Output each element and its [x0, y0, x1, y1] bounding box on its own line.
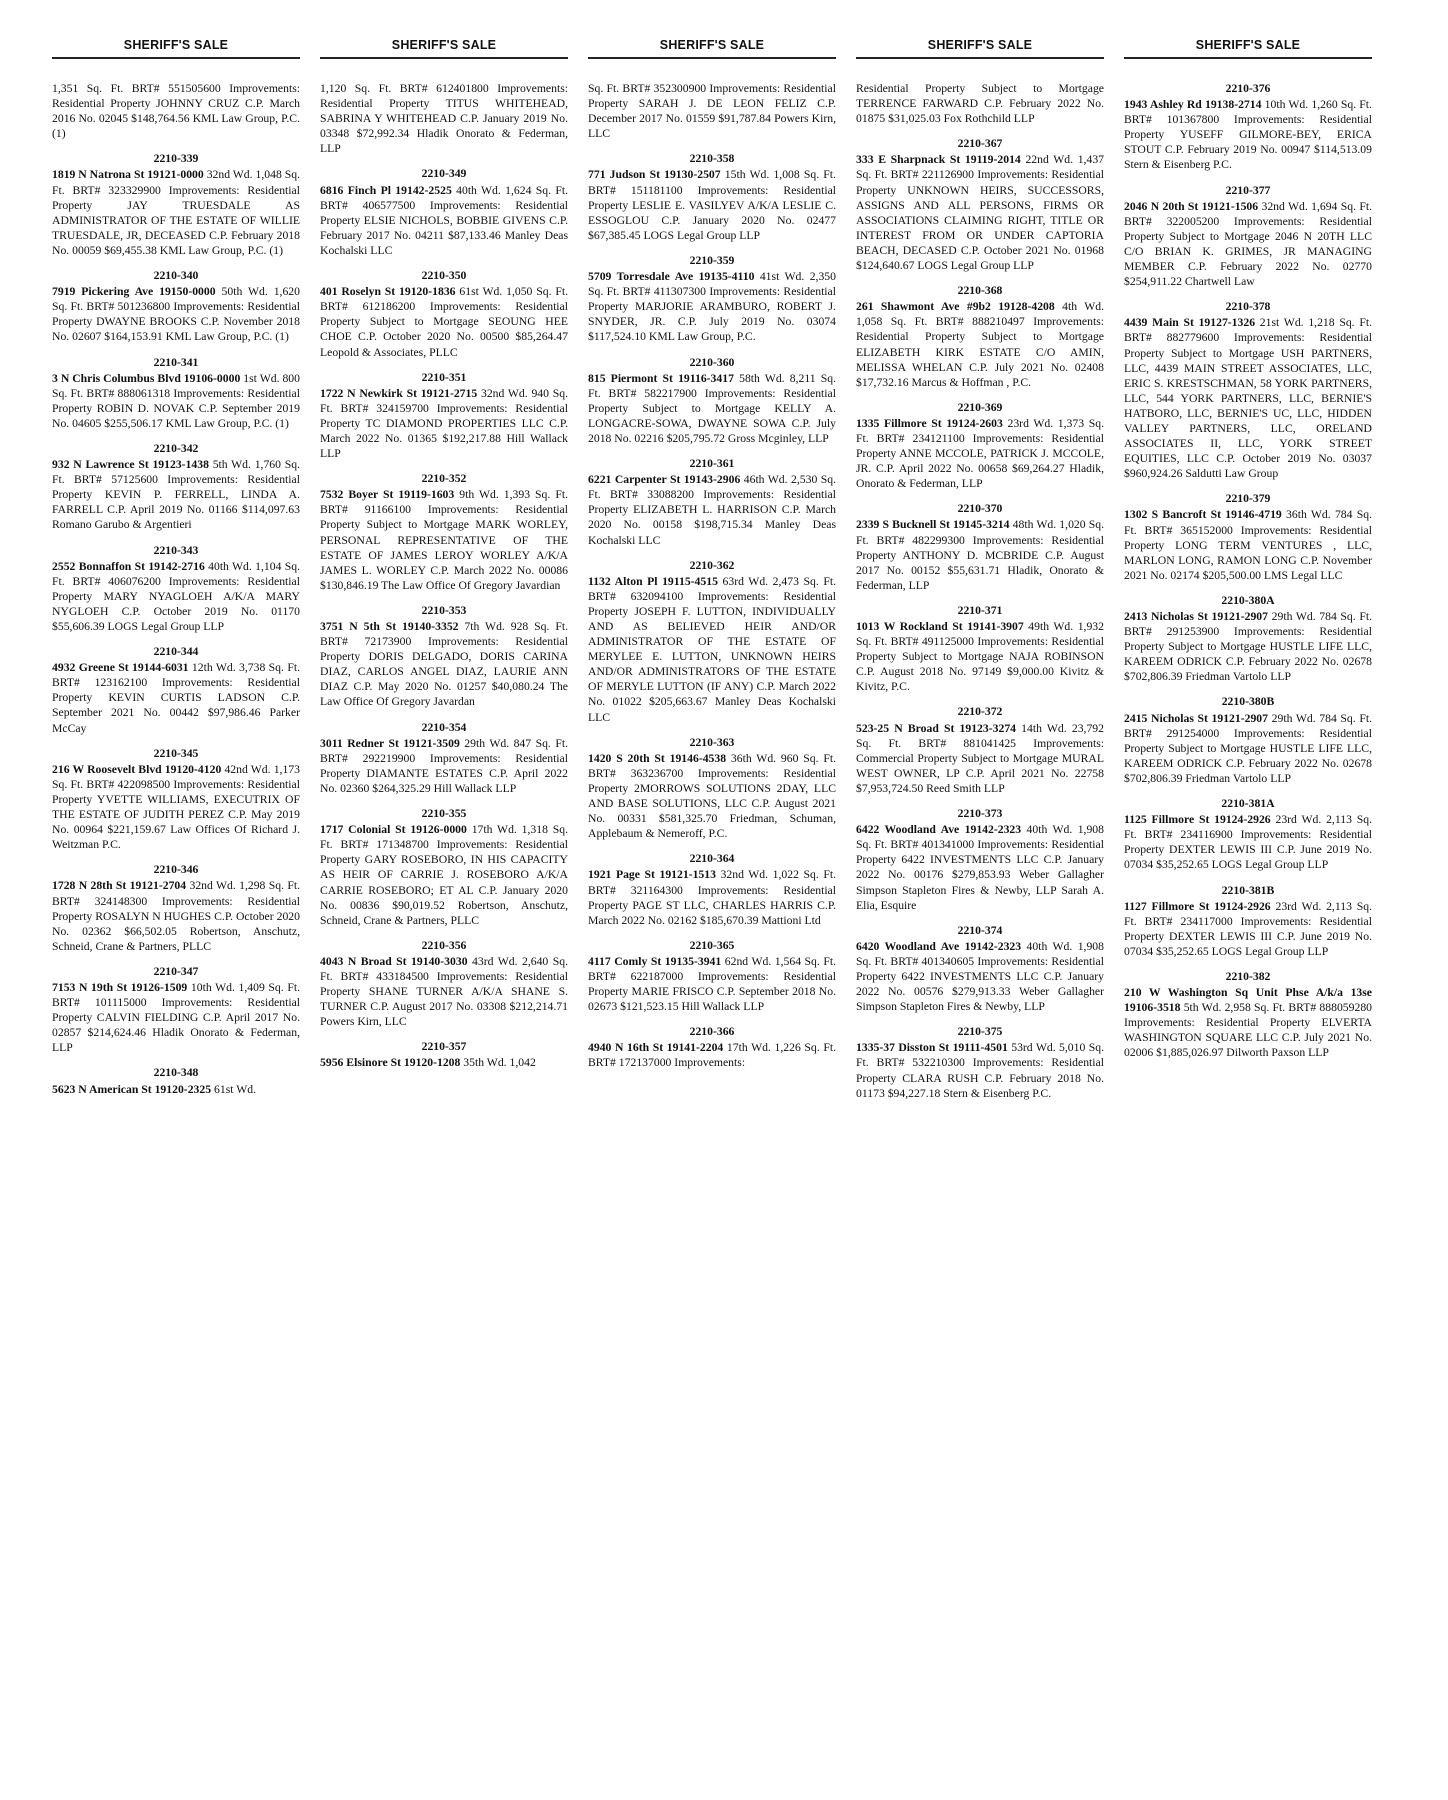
property-address: 6221 Carpenter St 19143-2906 — [588, 473, 741, 487]
sale-listing — [320, 806, 568, 928]
listing-body — [856, 1040, 1104, 1100]
sale-listing — [588, 1024, 836, 1070]
listing-number: 2210-364 — [689, 852, 735, 866]
listing-body — [1124, 507, 1372, 582]
sale-listing — [588, 151, 836, 243]
listing-number: 2210-340 — [153, 269, 199, 283]
sale-listing — [856, 81, 1104, 126]
listing-details: 32nd Wd. 1,298 Sq. Ft. BRT# 324148300 Improvements: Residential Property ROSALYN N HUGHES C.P. October 2020 No. 02362 $66,502.05 Robertson, Anschutz, Schneid, Crane & Partners, PLLC — [52, 879, 301, 953]
property-address: 4043 N Broad St 19140-3030 — [320, 954, 468, 968]
property-address: 1127 Fillmore St 19124-2926 — [1124, 899, 1271, 913]
listing-body — [52, 660, 300, 735]
listing-details: 17th Wd. 1,226 Sq. Ft. BRT# 172137000 Improvements: — [588, 1041, 836, 1070]
property-address: 1921 Page St 19121-1513 — [588, 868, 716, 882]
listing-number: 2210-378 — [1225, 300, 1271, 314]
property-address: 1013 W Rockland St 19141-3907 — [856, 620, 1024, 633]
property-address: 4117 Comly St 19135-3941 — [588, 954, 722, 968]
listing-body — [856, 299, 1104, 390]
sale-listing — [588, 938, 836, 1014]
property-address: 333 E Sharpnack St 19119-2014 — [856, 153, 1021, 167]
listing-details: 42nd Wd. 1,173 Sq. Ft. BRT# 422098500 Improvements: Residential Property YVETTE WILLIAMS, EXECUTRIX OF THE ESTATE OF JUDITH PEREZ C.P. May 2019 No. 00964 $221,159.67 Law Offices Of Richard J. Weitzman P.C. — [52, 762, 301, 852]
listing-number: 2210-358 — [689, 152, 735, 166]
listing-details: 32nd Wd. 1,694 Sq. Ft. BRT# 322005200 Improvements: Residential Property Subject to Mortgage 2046 N 20TH LLC C/O BRIAN K. GRIMES, JR MANAGING MEMBER C.P. February 2022 No. 02770 $254,911.22 Chartwell Law — [1124, 199, 1373, 289]
listing-body — [52, 762, 300, 853]
sale-listing — [856, 704, 1104, 796]
sale-listing — [588, 456, 836, 548]
sale-listing — [320, 166, 568, 258]
listing-body — [1124, 985, 1372, 1060]
listing-body — [588, 472, 836, 547]
listing-number: 2210-356 — [421, 938, 467, 952]
sale-listing — [1124, 183, 1372, 290]
sale-listing — [1124, 796, 1372, 872]
listing-number: 2210-359 — [689, 253, 735, 267]
listing-number: 2210-353 — [421, 603, 467, 617]
listing-details: 1,120 Sq. Ft. BRT# 612401800 Improvements: Residential Property TITUS WHITEHEAD, SABRINA Y WHITEHEAD C.P. January 2019 No. 03348 $72,992.34 Hladik Onorato & Federman, LLP — [320, 82, 568, 156]
property-address: 2046 N 20th St 19121-1506 — [1124, 199, 1259, 213]
columns-container — [52, 34, 1384, 1111]
listing-body — [320, 736, 568, 796]
listing-details: 29th Wd. 847 Sq. Ft. BRT# 292219900 Improvements: Residential Property DIAMANTE ESTATES C.P. April 2022 No. 02360 $264,325.29 Hill Wallack LLP — [320, 736, 568, 795]
column-header: SHERIFF'S SALE — [1124, 34, 1372, 59]
listing-number: 2210-362 — [689, 558, 735, 572]
sale-listing — [52, 151, 300, 258]
listing-body — [1124, 315, 1372, 481]
listing-number: 2210-361 — [689, 457, 735, 471]
listing-details: 5th Wd. 2,958 Sq. Ft. BRT# 888059280 Improvements: Residential Property ELVERTA WASHINGTON SQUARE LLC C.P. July 2021 No. 02006 $1,885,026.97 Dilworth Paxson LLP — [1124, 1001, 1373, 1060]
sale-listing — [52, 355, 300, 431]
property-address: 7919 Pickering Ave 19150-0000 — [52, 285, 216, 299]
sale-listing — [52, 543, 300, 635]
listing-details: 32nd Wd. 940 Sq. Ft. BRT# 324159700 Improvements: Residential Property TC DIAMOND PROPERTIES LLC C.P. March 2022 No. 01365 $192,217.88 Hill Wallack LLP — [320, 386, 569, 461]
property-address: 1728 N 28th St 19121-2704 — [52, 879, 187, 893]
listing-details: 22nd Wd. 1,437 Sq. Ft. BRT# 221126900 Improvements: Residential Property UNKNOWN HEIRS, SUCCESSORS, ASSIGNS AND ALL PERSONS, FIRMS OR ASSOCIATIONS CLAIMING RIGHT, TITLE OR INTEREST FROM OR UNDER CAPTORIA BEACH, DECASED C.P. October 2021 No. 01968 $124,640.67 LOGS Legal Group LLP — [856, 153, 1105, 273]
listing-number: 2210-346 — [153, 863, 199, 877]
property-address: 1819 N Natrona St 19121-0000 — [52, 168, 204, 182]
property-address: 4932 Greene St 19144-6031 — [52, 661, 189, 675]
property-address: 6816 Finch Pl 19142-2525 — [320, 183, 452, 197]
column-4 — [856, 34, 1104, 1111]
listing-number: 2210-373 — [957, 807, 1003, 821]
listing-body — [52, 878, 300, 953]
property-address: 5623 N American St 19120-2325 — [52, 1082, 212, 1096]
listing-body — [320, 183, 568, 258]
listing-body — [588, 269, 836, 344]
listing-details: 40th Wd. 1,104 Sq. Ft. BRT# 406076200 Improvements: Residential Property MARY NYAGLOEH A/K/A MARY NYGLOEH C.P. October 2019 No. 01170 $55,606.39 LOGS Legal Group LLP — [52, 559, 300, 633]
listing-details: 40th Wd. 1,908 Sq. Ft. BRT# 401341000 Improvements: Residential Property 6422 INVESTMENTS LLC C.P. January 2022 No. 00176 $279,853.93 Weber Gallagher Simpson Stapleton Fires & Newby, LLP Sarah A. Elia, Esquire — [856, 823, 1104, 912]
listing-number: 2210-350 — [421, 269, 467, 283]
property-address: 1335 Fillmore St 19124-2603 — [856, 416, 1003, 430]
listing-details: 23rd Wd. 2,113 Sq. Ft. BRT# 234116900 Improvements: Residential Property DEXTER LEWIS III C.P. June 2019 No. 07034 $35,252.65 LOGS Legal Group LLP — [1124, 813, 1373, 872]
sale-listing — [588, 558, 836, 725]
property-address: 5709 Torresdale Ave 19135-4110 — [588, 270, 755, 284]
listing-number: 2210-370 — [957, 502, 1003, 516]
listing-body — [1124, 812, 1372, 872]
listing-body — [856, 517, 1104, 592]
listing-body — [320, 822, 568, 928]
sale-listing — [320, 938, 568, 1030]
property-address: 1132 Alton Pl 19115-4515 — [588, 574, 718, 588]
sale-listing — [1124, 299, 1372, 481]
listing-body — [856, 822, 1104, 913]
listing-number: 2210-355 — [421, 807, 467, 821]
listing-number: 2210-363 — [689, 735, 735, 749]
listing-number: 2210-365 — [689, 938, 735, 952]
property-address: 1722 N Newkirk St 19121-2715 — [320, 386, 478, 400]
column-5 — [1124, 34, 1372, 1111]
listing-details: 29th Wd. 784 Sq. Ft. BRT# 291253900 Improvements: Residential Property Subject to Mortgage HUSTLE LIFE LLC, KAREEM ODRICK C.P. February 2022 No. 02678 $702,806.39 Friedman Vartolo LLP — [1124, 610, 1372, 684]
column-entries — [856, 81, 1104, 1101]
sale-listing — [856, 283, 1104, 390]
property-address: 2413 Nicholas St 19121-2907 — [1124, 610, 1268, 623]
property-address: 6420 Woodland Ave 19142-2323 — [856, 939, 1022, 953]
sale-listing — [856, 136, 1104, 273]
listing-details: 40th Wd. 1,624 Sq. Ft. BRT# 406577500 Improvements: Residential Property ELSIE NICHOLS, BOBBIE GIVENS C.P. February 2017 No. 04211 $87,133.46 Manley Deas Kochalski LLC — [320, 183, 569, 257]
sale-listing — [320, 268, 568, 360]
listing-body — [1124, 97, 1372, 172]
listing-body — [588, 1040, 836, 1070]
listing-body — [52, 167, 300, 258]
listing-body — [856, 81, 1104, 126]
column-header: SHERIFF'S SALE — [320, 34, 568, 59]
listing-body — [320, 386, 568, 461]
listing-number: 2210-380B — [1221, 695, 1275, 709]
listing-number: 2210-366 — [689, 1025, 735, 1039]
sale-listing — [1124, 969, 1372, 1061]
listing-body — [588, 867, 836, 927]
property-address: 6422 Woodland Ave 19142-2323 — [856, 823, 1022, 837]
listing-body — [52, 457, 300, 532]
listing-body — [588, 371, 836, 446]
sale-listing — [1124, 491, 1372, 583]
listing-number: 2210-376 — [1225, 82, 1271, 95]
sale-listing — [52, 862, 300, 954]
property-address: 1420 S 20th St 19146-4538 — [588, 751, 727, 765]
sheriff-sale-page — [52, 34, 1384, 1234]
property-address: 1943 Ashley Rd 19138-2714 — [1124, 98, 1262, 112]
property-address: 1302 S Bancroft St 19146-4719 — [1124, 508, 1282, 522]
listing-number: 2210-342 — [153, 441, 199, 455]
listing-details: 32nd Wd. 1,048 Sq. Ft. BRT# 323329900 Improvements: Residential Property JAY TRUESDALE AS ADMINISTRATOR OF THE ESTATE OF WILLIE TRUESDALE, JR, DECEASED C.P. February 2018 No. 00059 $69,455.38 KML Law Group, P.C. (1) — [52, 168, 300, 257]
listing-details: 23rd Wd. 1,373 Sq. Ft. BRT# 234121100 Improvements: Residential Property ANNE MCCOLE, PATRICK J. MCCOLE, JR. C.P. April 2022 No. 00658 $69,264.27 Hladik, Onorato & Federman, LLP — [856, 416, 1104, 491]
listing-number: 2210-380A — [1221, 593, 1275, 607]
sale-listing — [320, 370, 568, 462]
property-address: 261 Shawmont Ave #9b2 19128-4208 — [856, 300, 1055, 314]
listing-number: 2210-344 — [153, 645, 199, 659]
listing-number: 2210-377 — [1225, 183, 1271, 197]
listing-details: 1,351 Sq. Ft. BRT# 551505600 Improvements: Residential Property JOHNNY CRUZ C.P. March 2016 No. 02045 $148,764.56 KML Law Group, P.C. (1) — [52, 82, 300, 141]
listing-body — [52, 371, 300, 431]
listing-details: 12th Wd. 3,738 Sq. Ft. BRT# 123162100 Improvements: Residential Property KEVIN CURTIS LADSON C.P. September 2021 No. 00442 $97,986.46 Parker McCay — [52, 661, 300, 735]
property-address: 2339 S Bucknell St 19145-3214 — [856, 518, 1010, 532]
listing-number: 2210-372 — [957, 705, 1003, 719]
listing-body — [856, 619, 1104, 694]
listing-details: 61st Wd. — [214, 1082, 256, 1096]
listing-details: 7th Wd. 928 Sq. Ft. BRT# 72173900 Improvements: Residential Property DORIS DELGADO, DORIS CARINA DIAZ, CARLOS ANGEL DIAZ, LAURIE ANN DIAZ C.P. May 2020 No. 01257 $40,080.24 The Law Office Of Gregory Javardan — [320, 620, 568, 709]
listing-number: 2210-347 — [153, 964, 199, 978]
listing-details: 10th Wd. 1,409 Sq. Ft. BRT# 101115000 Improvements: Residential Property CALVIN FIELDING C.P. April 2017 No. 02857 $214,624.46 Hladik Onorato & Federman, LLP — [52, 980, 300, 1055]
property-address: 1335-37 Disston St 19111-4501 — [856, 1041, 1008, 1055]
listing-number: 2210-348 — [153, 1066, 199, 1080]
listing-details: 40th Wd. 1,908 Sq. Ft. BRT# 401340605 Improvements: Residential Property 6422 INVESTMENTS LLC C.P. January 2022 No. 00576 $279,913.33 Weber Gallagher Simpson Stapleton Fires & Newby, LLP — [856, 939, 1104, 1014]
column-3 — [588, 34, 836, 1111]
listing-number: 2210-351 — [421, 370, 467, 384]
listing-details: 1st Wd. 800 Sq. Ft. BRT# 888061318 Improvements: Residential Property ROBIN D. NOVAK C.P. September 2019 No. 04605 $255,506.17 KML Law Group, P.C. (1) — [52, 371, 300, 430]
listing-body — [320, 619, 568, 710]
listing-number: 2210-343 — [153, 543, 199, 557]
listing-body — [320, 954, 568, 1029]
listing-details: 36th Wd. 784 Sq. Ft. BRT# 365152000 Improvements: Residential Property LONG TERM VENTURES , LLC, MARLON LONG, RAMON LONG C.P. November 2021 No. 02174 $205,500.00 LMS Legal LLC — [1124, 508, 1373, 582]
listing-details: 41st Wd. 2,350 Sq. Ft. BRT# 411307300 Improvements: Residential Property MARJORIE ARAMBURO, ROBERT J. SNYDER, JR. C.P. July 2019 No. 03074 $117,524.10 KML Law Group, P.C. — [588, 270, 836, 344]
listing-number: 2210-341 — [153, 355, 199, 369]
listing-body — [856, 416, 1104, 491]
property-address: 3011 Redner St 19121-3509 — [320, 736, 460, 750]
sale-listing — [320, 81, 568, 156]
sale-listing — [1124, 694, 1372, 786]
listing-number: 2210-345 — [153, 746, 199, 760]
listing-body — [52, 81, 300, 141]
sale-listing — [52, 441, 300, 533]
column-entries — [1124, 81, 1372, 1061]
listing-number: 2210-371 — [957, 603, 1003, 617]
listing-details: 5th Wd. 1,760 Sq. Ft. BRT# 57125600 Improvements: Residential Property KEVIN P. FERRELL, LINDA A. FARRELL C.P. April 2019 No. 01166 $114,097.63 Romano Garubo & Argentieri — [52, 458, 300, 532]
listing-body — [320, 1055, 568, 1070]
sale-listing — [856, 400, 1104, 492]
property-address: 1717 Colonial St 19126-0000 — [320, 823, 467, 837]
property-address: 401 Roselyn St 19120-1836 — [320, 285, 456, 299]
listing-body — [588, 167, 836, 242]
listing-body — [320, 487, 568, 593]
property-address: 210 W Washington Sq Unit Phse A/k/a 13se 19106-3518 — [1124, 986, 1372, 1015]
listing-body — [856, 939, 1104, 1014]
sale-listing — [1124, 883, 1372, 959]
listing-details: Residential Property Subject to Mortgage TERRENCE FARWARD C.P. February 2022 No. 01875 $31,025.03 Fox Rothchild LLP — [856, 82, 1104, 126]
property-address: 4439 Main St 19127-1326 — [1124, 316, 1256, 330]
listing-body — [1124, 711, 1372, 786]
property-address: 7153 N 19th St 19126-1509 — [52, 980, 188, 994]
sale-listing — [856, 603, 1104, 695]
column-header: SHERIFF'S SALE — [856, 34, 1104, 59]
property-address: 216 W Roosevelt Blvd 19120-4120 — [52, 762, 222, 776]
listing-body — [52, 1082, 300, 1097]
property-address: 932 N Lawrence St 19123-1438 — [52, 458, 209, 472]
property-address: 1125 Fillmore St 19124-2926 — [1124, 813, 1271, 827]
column-1 — [52, 34, 300, 1111]
listing-body — [588, 81, 836, 141]
listing-number: 2210-357 — [421, 1040, 467, 1054]
property-address: 3751 N 5th St 19140-3352 — [320, 620, 459, 633]
sale-listing — [52, 964, 300, 1056]
listing-body — [588, 751, 836, 842]
sale-listing — [52, 644, 300, 736]
property-address: 2552 Bonnaffon St 19142-2716 — [52, 559, 205, 573]
listing-number: 2210-379 — [1225, 492, 1271, 506]
listing-details: 9th Wd. 1,393 Sq. Ft. BRT# 91166100 Improvements: Residential Property Subject to Mortgage MARK WORLEY, PERSONAL REPRESENTATIVE OF THE ESTATE OF JAMES LEROY WORLEY A/K/A JAMES L. WORLEY C.P. March 2022 No. 00086 $130,846.19 The Law Office Of Gregory Javardian — [320, 488, 568, 592]
sale-listing — [52, 746, 300, 853]
property-address: 815 Piermont St 19116-3417 — [588, 371, 734, 385]
listing-details: 49th Wd. 1,932 Sq. Ft. BRT# 491125000 Improvements: Residential Property Subject to Mortgage NAJA ROBINSON C.P. August 2018 No. 97149 $9,000.00 Kivitz & Kivitz, P.C. — [856, 620, 1104, 694]
listing-details: 17th Wd. 1,318 Sq. Ft. BRT# 171348700 Improvements: Residential Property GARY ROSEBORO, IN HIS CAPACITY AS HEIR OF CARRIE J. ROSEBORO A/K/A CARRIE ROSEBORO; ET AL C.P. January 2020 No. 00836 $90,019.52 Robertson, Anschutz, Schneid, Crane & Partners, PLLC — [320, 823, 569, 927]
listing-body — [856, 152, 1104, 273]
sale-listing — [588, 851, 836, 927]
column-entries — [320, 81, 568, 1071]
listing-details: 58th Wd. 8,211 Sq. Ft. BRT# 582217900 Improvements: Residential Property Subject to Mortgage KELLY A. LONGACRE-SOWA, DWAYNE SOWA C.P. July 2018 No. 02216 $205,795.72 Gross Mcginley, LLP — [588, 371, 837, 445]
sale-listing — [1124, 81, 1372, 173]
sale-listing — [588, 355, 836, 447]
listing-details: 46th Wd. 2,530 Sq. Ft. BRT# 33088200 Improvements: Residential Property ELIZABETH L. HARRISON C.P. March 2020 No. 00158 $198,715.34 Manley Deas Kochalski LLC — [588, 473, 837, 547]
sale-listing — [856, 1024, 1104, 1100]
listing-number: 2210-374 — [957, 923, 1003, 937]
sale-listing — [320, 1039, 568, 1070]
listing-body — [856, 721, 1104, 796]
sale-listing — [856, 806, 1104, 913]
listing-details: 62nd Wd. 1,564 Sq. Ft. BRT# 622187000 Improvements: Residential Property MARIE FRISCO C.P. September 2018 No. 02673 $121,523.15 Hill Wallack LLP — [588, 954, 836, 1014]
listing-details: 35th Wd. 1,042 — [463, 1056, 536, 1070]
listing-body — [1124, 609, 1372, 684]
listing-number: 2210-381B — [1221, 883, 1275, 897]
listing-number: 2210-369 — [957, 400, 1003, 414]
listing-body — [320, 81, 568, 156]
listing-details: Sq. Ft. BRT# 352300900 Improvements: Residential Property SARAH J. DE LEON FELIZ C.P. December 2017 No. 01559 $91,787.84 Powers Kirn, LLC — [588, 82, 836, 141]
sale-listing — [856, 501, 1104, 593]
listing-number: 2210-360 — [689, 355, 735, 369]
property-address: 771 Judson St 19130-2507 — [588, 168, 721, 182]
listing-body — [52, 284, 300, 344]
listing-details: 43rd Wd. 2,640 Sq. Ft. BRT# 433184500 Improvements: Residential Property SHANE TURNER A/K/A SHANE S. TURNER C.P. August 2017 No. 03308 $212,214.71 Powers Kirn, LLC — [320, 954, 569, 1029]
listing-number: 2210-352 — [421, 472, 467, 486]
listing-number: 2210-375 — [957, 1025, 1003, 1039]
listing-number: 2210-381A — [1221, 797, 1275, 811]
sale-listing — [320, 603, 568, 710]
listing-number: 2210-339 — [153, 152, 199, 166]
listing-details: 23rd Wd. 2,113 Sq. Ft. BRT# 234117000 Improvements: Residential Property DEXTER LEWIS III C.P. June 2019 No. 07034 $35,252.65 LOGS Legal Group LLP — [1124, 899, 1373, 958]
listing-body — [52, 980, 300, 1055]
listing-body — [1124, 199, 1372, 290]
listing-details: 21st Wd. 1,218 Sq. Ft. BRT# 882779600 Improvements: Residential Property Subject to Mortgage USH PARTNERS, LLC, 4439 MAIN STREET ASSOCIATES, LLC, ERIC S. KRESTSCHMAN, 58 YORK PARTNERS, LLC, 544 YORK PARTNERS, LLC, BERNIE'S HATBORO, LLC, BERNIE'S UC, LLC, HIDDEN VALLEY PARTNERS, LLC, ORELAND ASSOCIATES II, LLC, YORK STREET EQUITIES, LLC C.P. October 2019 No. 03037 $960,924.26 Saldutti Law Group — [1124, 316, 1373, 481]
listing-body — [588, 574, 836, 725]
listing-details: 32nd Wd. 1,022 Sq. Ft. BRT# 321164300 Improvements: Residential Property PAGE ST LLC, CHARLES HARRIS C.P. March 2022 No. 02162 $185,670.39 Mattioni Ltd — [588, 868, 836, 927]
sale-listing — [320, 720, 568, 796]
listing-details: 61st Wd. 1,050 Sq. Ft. BRT# 612186200 Improvements: Residential Property Subject to Mortgage SEOUNG HEE CHOE C.P. October 2020 No. 00500 $85,264.47 Leopold & Associates, PLLC — [320, 285, 569, 359]
sale-listing — [52, 81, 300, 141]
sale-listing — [856, 923, 1104, 1015]
property-address: 7532 Boyer St 19119-1603 — [320, 488, 455, 502]
column-header: SHERIFF'S SALE — [52, 34, 300, 59]
listing-details: 10th Wd. 1,260 Sq. Ft. BRT# 101367800 Improvements: Residential Property YUSEFF GILMORE-BEY, ERICA STOUT C.P. February 2019 No. 00947 $114,513.09 Stern & Eisenberg P.C. — [1124, 98, 1372, 172]
listing-details: 36th Wd. 960 Sq. Ft. BRT# 363236700 Improvements: Residential Property 2MORROWS SOLUTIONS 2DAY, LLC AND BASE SOLUTIONS, LLC C.P. August 2021 No. 00331 $581,325.70 Friedman, Schuman, Applebaum & Nemeroff, P.C. — [588, 751, 836, 841]
sale-listing — [588, 253, 836, 345]
property-address: 523-25 N Broad St 19123-3274 — [856, 721, 1017, 735]
column-2 — [320, 34, 568, 1111]
sale-listing — [52, 268, 300, 344]
listing-details: 63rd Wd. 2,473 Sq. Ft. BRT# 632094100 Improvements: Residential Property JOSEPH F. LUTTON, INDIVIDUALLY AND AS BELIEVED HEIR AND/OR ADMINISTRATOR OF THE ESTATE OF MERYLEE E. LUTTON, UNKNOWN HEIRS AND/OR ADMINISTRATORS OF THE ESTATE OF MERYLE LUTTON (IF ANY) C.P. March 2022 No. 01022 $205,663.67 Manley Deas Kochalski LLC — [588, 574, 837, 724]
sale-listing — [588, 735, 836, 842]
column-entries — [588, 81, 836, 1071]
listing-details: 15th Wd. 1,008 Sq. Ft. BRT# 151181100 Improvements: Residential Property LESLIE E. VASILYEV A/K/A LESLIE C. ESSOGLOU C.P. January 2020 No. 02477 $67,385.45 LOGS Legal Group LLP — [588, 168, 836, 242]
sale-listing — [588, 81, 836, 141]
property-address: 4940 N 16th St 19141-2204 — [588, 1041, 724, 1055]
listing-body — [320, 284, 568, 359]
listing-details: 50th Wd. 1,620 Sq. Ft. BRT# 501236800 Improvements: Residential Property DWAYNE BROOKS C.P. November 2018 No. 02607 $164,153.91 KML Law Group, P.C. (1) — [52, 285, 300, 344]
listing-number: 2210-354 — [421, 720, 467, 734]
listing-details: 53rd Wd. 5,010 Sq. Ft. BRT# 532210300 Improvements: Residential Property CLARA RUSH C.P. February 2018 No. 01173 $94,227.18 Stern & Eisenberg P.C. — [856, 1041, 1105, 1100]
column-header: SHERIFF'S SALE — [588, 34, 836, 59]
listing-number: 2210-382 — [1225, 969, 1271, 983]
property-address: 5956 Elsinore St 19120-1208 — [320, 1056, 461, 1070]
listing-body — [588, 954, 836, 1014]
listing-details: 29th Wd. 784 Sq. Ft. BRT# 291254000 Improvements: Residential Property Subject to Mortgage HUSTLE LIFE LLC, KAREEM ODRICK C.P. February 2022 No. 02678 $702,806.39 Friedman Vartolo LLP — [1124, 711, 1372, 785]
listing-details: 4th Wd. 1,058 Sq. Ft. BRT# 888210497 Improvements: Residential Property Subject to Mortgage ELIZABETH KIRK ESTATE C/O AMIN, MELISSA WHELAN C.P. July 2021 No. 02408 $17,732.16 Marcus & Hoffman , P.C. — [856, 300, 1104, 389]
listing-body — [1124, 899, 1372, 959]
property-address: 3 N Chris Columbus Blvd 19106-0000 — [52, 371, 241, 385]
sale-listing — [320, 471, 568, 593]
listing-number: 2210-368 — [957, 284, 1003, 298]
property-address: 2415 Nicholas St 19121-2907 — [1124, 711, 1268, 725]
listing-details: 14th Wd. 23,792 Sq. Ft. BRT# 881041425 Improvements: Commercial Property Subject to Mortgage MURAL WEST OWNER, LP C.P. April 2021 No. 22758 $7,953,724.50 Reed Smith LLP — [856, 721, 1104, 795]
sale-listing — [1124, 593, 1372, 685]
column-entries — [52, 81, 300, 1097]
listing-number: 2210-349 — [421, 167, 467, 181]
sale-listing — [52, 1065, 300, 1096]
listing-number: 2210-367 — [957, 137, 1003, 151]
listing-body — [52, 559, 300, 634]
listing-details: 48th Wd. 1,020 Sq. Ft. BRT# 482299300 Improvements: Residential Property ANTHONY D. MCBRIDE C.P. August 2017 No. 00152 $55,631.71 Hladik, Onorato & Federman, LLP — [856, 518, 1105, 592]
